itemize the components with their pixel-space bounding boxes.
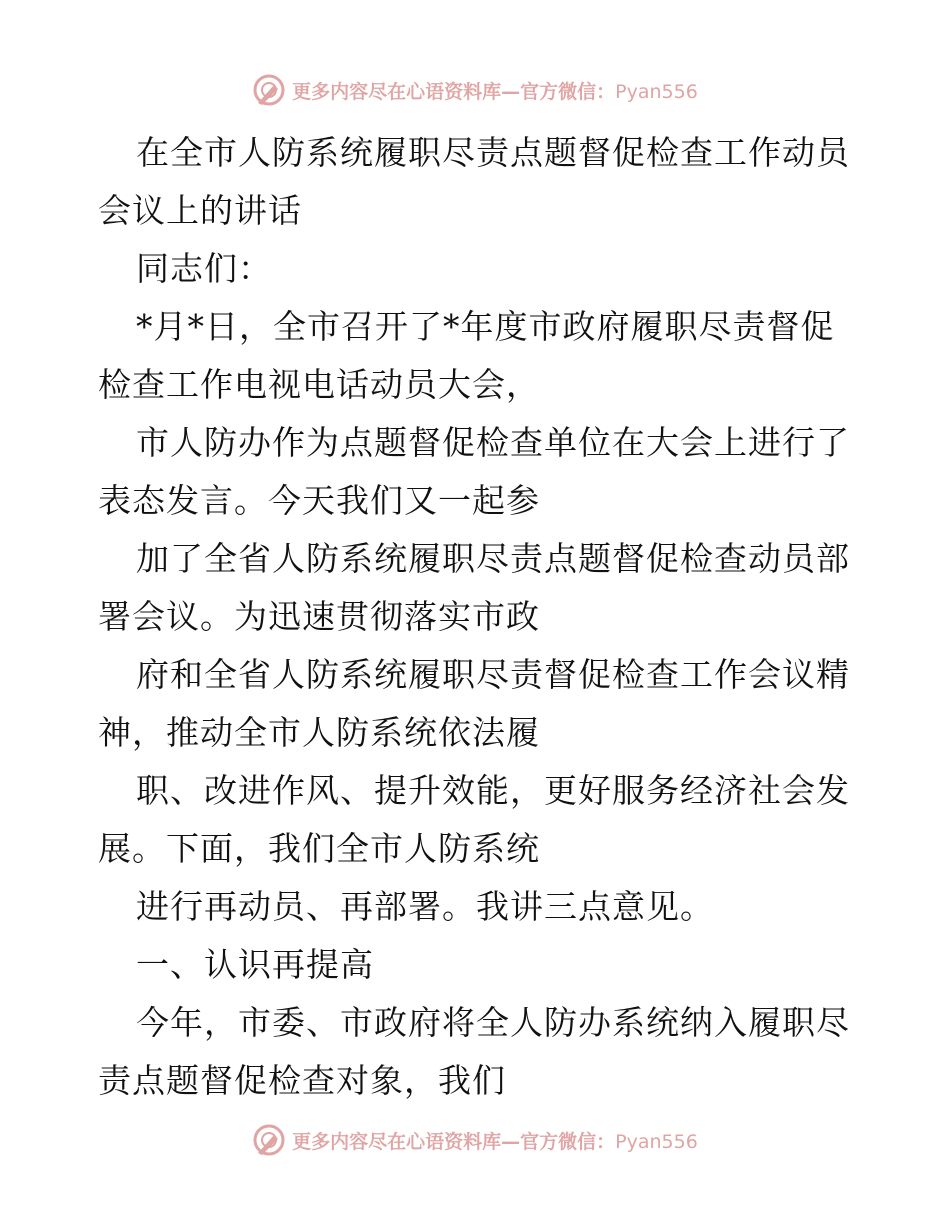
paragraph: 今年，市委、市政府将全人防办系统纳入履职尽责点题督促检查对象，我们	[98, 1003, 850, 1100]
pen-logo-icon	[252, 1123, 286, 1157]
pen-logo-icon	[252, 73, 286, 107]
watermark-handle: Pyan556	[615, 1130, 698, 1153]
paragraph: 市人防办作为点题督促检查单位在大会上进行了表态发言。今天我们又一起参	[98, 423, 850, 520]
paragraph: 进行再动员、再部署。我讲三点意见。	[136, 887, 714, 926]
watermark-label: 更多内容尽在心语资料库—官方微信：	[292, 80, 616, 103]
document-title: 在全市人防系统履职尽责点题督促检查工作动员会议上的讲话	[98, 133, 850, 230]
paragraph: 府和全省人防系统履职尽责督促检查工作会议精神，推动全市人防系统依法履	[98, 655, 850, 752]
watermark-label: 更多内容尽在心语资料库—官方微信：	[292, 1130, 616, 1153]
watermark-text	[292, 77, 698, 104]
watermark-text	[292, 1127, 698, 1154]
watermark-handle: Pyan556	[615, 80, 698, 103]
paragraph: 职、改进作风、提升效能，更好服务经济社会发展。下面，我们全市人防系统	[98, 771, 850, 868]
footer-watermark	[0, 1120, 950, 1160]
paragraph: *月*日，全市召开了*年度市政府履职尽责督促检查工作电视电话动员大会，	[98, 307, 835, 404]
section-heading: 一、认识再提高	[136, 945, 374, 984]
salutation: 同志们：	[136, 249, 272, 288]
document-body	[98, 124, 858, 1110]
paragraph: 加了全省人防系统履职尽责点题督促检查动员部署会议。为迅速贯彻落实市政	[98, 539, 850, 636]
header-watermark	[0, 70, 950, 110]
